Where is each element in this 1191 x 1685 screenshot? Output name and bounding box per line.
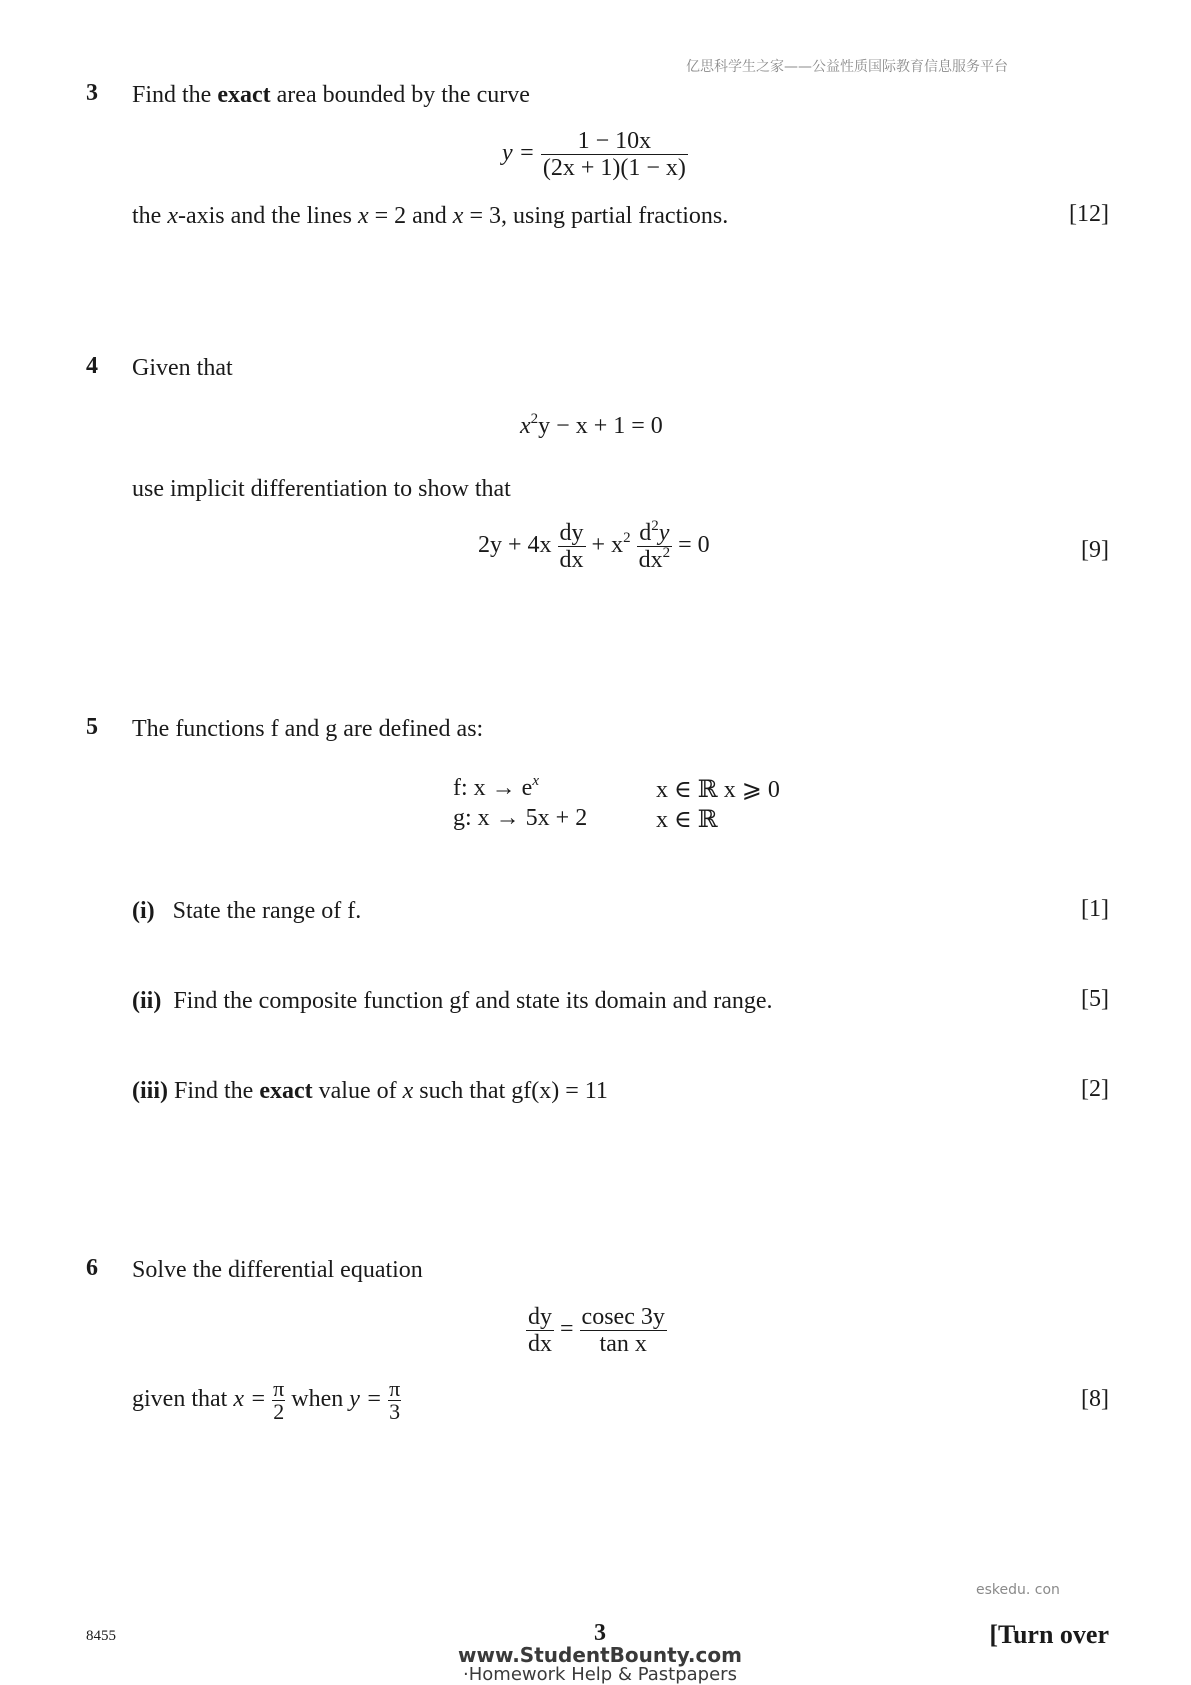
question-4-number: 4 [86, 353, 98, 379]
function-f-domain: x ∈ ℝ x ⩾ 0 [656, 777, 780, 803]
function-f-definition: f: $x \to e^x$ [453, 773, 539, 801]
question-5-part-iii: (iii) Find the exact value of x such that gf(x) = 11 [132, 1078, 608, 1104]
question-5-part-i-marks: [1] [1081, 896, 1109, 922]
question-6-differential-equation: $\frac{dy}{dx}$ = $\frac{cosec 3y}{\text{tan x}}$ [528, 1304, 665, 1357]
question-3-number: 3 [86, 80, 98, 106]
turn-over-note: [Turn over [989, 1620, 1109, 1649]
function-g-definition: g: x → 5x + 2 [453, 805, 588, 831]
function-g-domain: x ∈ ℝ [656, 807, 718, 833]
page-number: 3 [594, 1620, 606, 1646]
question-3-marks: [12] [1069, 201, 1109, 227]
paper-code: 8455 [86, 1628, 116, 1644]
header-watermark: 亿思科学生之家——公益性质国际教育信息服务平台 [686, 59, 1008, 75]
question-6-number: 6 [86, 1255, 98, 1281]
footer-site: www.StudentBounty.com [458, 1643, 742, 1667]
q3-numerator: 1 − 10x [541, 128, 688, 155]
footer-watermark: eskedu. con [976, 1582, 1060, 1598]
question-5-part-ii: (ii) Find the composite function gf and state its domain and range. [132, 988, 773, 1014]
question-5-part-i: (i) State the range of f. [132, 898, 362, 924]
question-5-intro: The functions f and g are defined as: [132, 716, 484, 742]
q3-denominator: (2x + 1)(1 − x) [542, 155, 686, 181]
question-4-marks: [9] [1081, 537, 1109, 563]
question-3-tail: the x-axis and the lines x = 2 and x = 3, using partial fractions. [132, 203, 729, 229]
footer-logo [440, 1644, 760, 1684]
question-5-part-iii-marks: [2] [1081, 1076, 1109, 1102]
question-5-part-ii-marks: [5] [1081, 986, 1109, 1012]
question-3-equation: y = $\frac{1 - 10x}{(2x + 1)(1 - x)}$ [502, 128, 686, 181]
question-6-marks: [8] [1081, 1386, 1109, 1412]
question-6-intro: Solve the differential equation [132, 1257, 423, 1283]
footer-tagline: ·Homework Help & Pastpapers [463, 1664, 737, 1685]
question-5-number: 5 [86, 714, 98, 740]
question-4-equation: $x^2y - x + 1 = 0$ [520, 411, 663, 439]
question-4-instruction: use implicit differentiation to show that [132, 476, 511, 502]
question-3-intro: Find the exact area bounded by the curve [132, 82, 530, 108]
question-6-condition: given that x = $\frac{\pi}{2}$ when y = $\frac{\pi}{3}$ [132, 1376, 401, 1424]
emphasis-exact: exact [217, 82, 271, 108]
question-4-intro: Given that [132, 355, 233, 381]
question-4-result-equation: 2y + 4x $\frac{dy}{dx}$ + $x^2$ $\frac{d^2y}{dx^2}$ = 0 [478, 518, 710, 573]
